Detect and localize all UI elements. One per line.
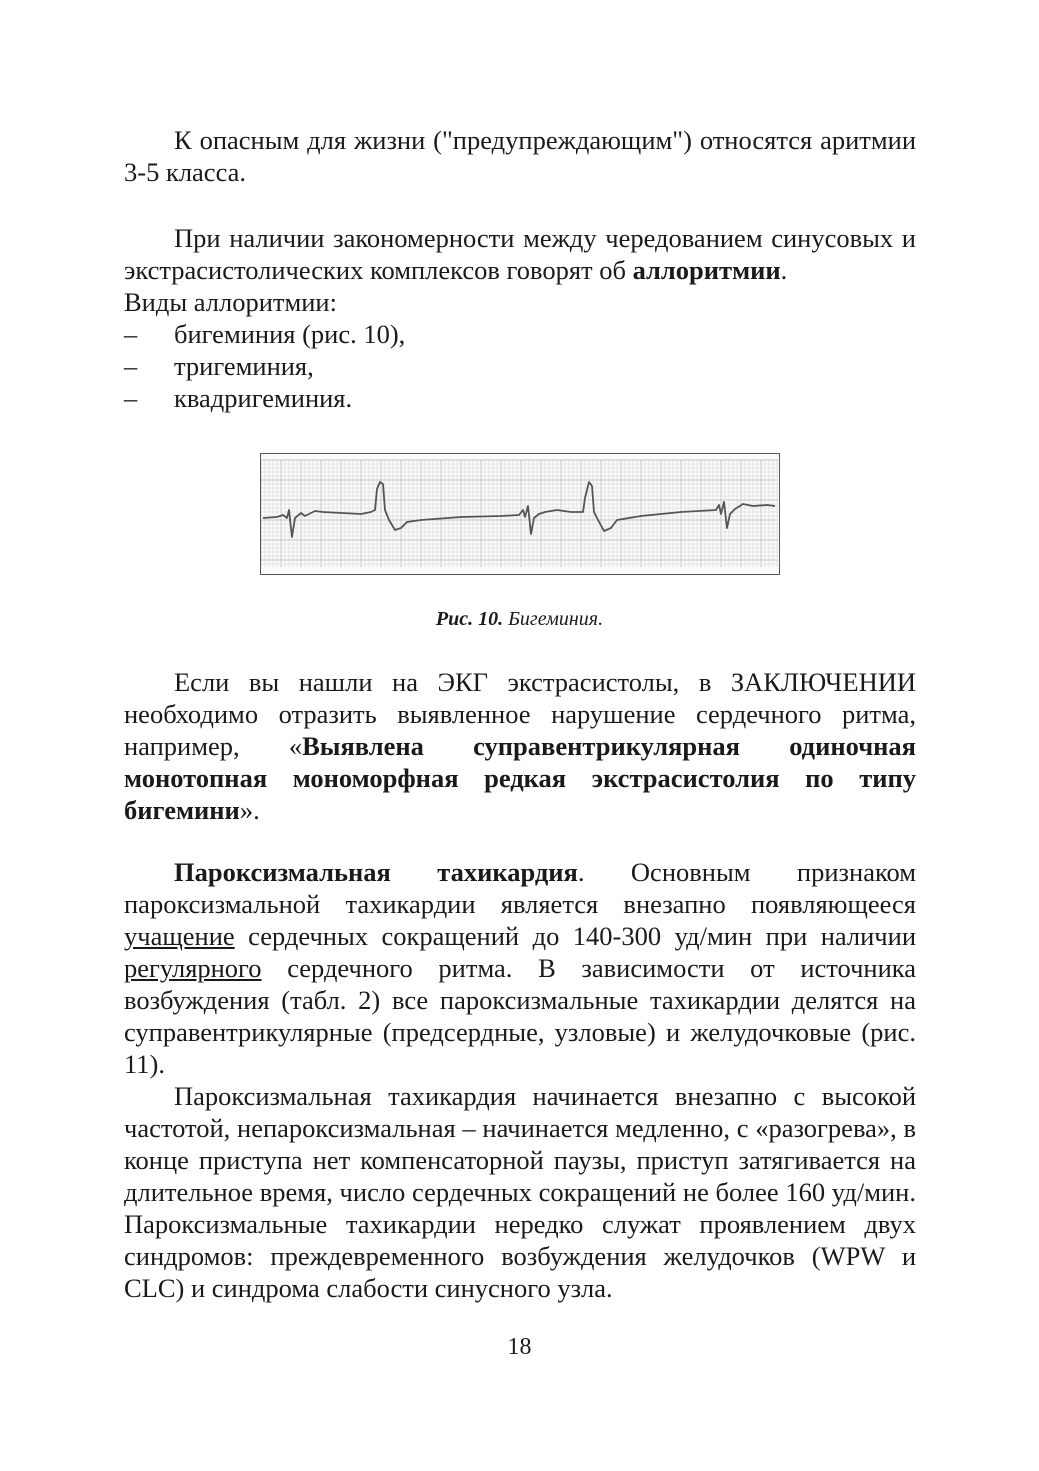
term-allorhythmia: аллоритмии (632, 255, 781, 285)
list-item: – тригеминия, (124, 351, 314, 381)
ecg-strip (261, 454, 778, 573)
conclusion-example: Выявлена суправентрикулярная одиночная монотопная мономорфная редкая экстрасистолия по типу бигемини (124, 731, 916, 825)
ecg-figure (260, 453, 780, 575)
list-item: – квадригеминия. (124, 383, 353, 413)
paragraph-2-line2: Виды аллоритмии: (124, 287, 337, 317)
paragraph-5: Пароксизмальная тахикардия начинается внезапно с высокой частотой, непароксизмальная – начинается медленно, с «разогрева», в конце приступа нет компенсаторной паузы, приступ затягивается на длительное время, число сердечных сокращений не более 160 уд/мин. Пароксизмальные тахикардии нередко служат проявлением двух синдромов: преждевременного возбуждения желудочков (WPW и CLC) и синдрома слабости синусного узла. (124, 1081, 916, 1303)
page-content-lower (124, 666, 916, 1304)
paragraph-2: При наличии закономерности между чередованием синусовых и экстрасистолических комплексов говорят об аллоритмии. (124, 223, 916, 285)
allorhythmia-list (124, 318, 916, 414)
figure-caption: Рис. 10. Бигеминия. (435, 608, 604, 630)
term-paroxysmal-tachycardia: Пароксизмальная тахикардия (174, 857, 578, 887)
paragraph-3: Если вы нашли на ЭКГ экстрасистолы, в ЗАКЛЮЧЕНИИ необходимо отразить выявленное нарушение сердечного ритма, например, «Выявлена суправентрикулярная одиночная монотопная мономорфная редкая экстрасистолия по типу бигемини». (124, 667, 916, 825)
ecg-trace (263, 482, 775, 537)
paragraph-4: Пароксизмальная тахикардия. Основным признаком пароксизмальной тахикардии является внезапно появляющееся учащение сердечных сокращений до 140-300 уд/мин при наличии регулярного сердечного ритма. В зависимости от источника возбуждения (табл. 2) все пароксизмальные тахикардии делятся на суправентрикулярные (предсердные, узловые) и желудочковые (рис. 11). (124, 857, 916, 1079)
page-content (124, 124, 916, 414)
page-number: 18 (507, 1334, 532, 1360)
list-item: – бигеминия (рис. 10), (124, 319, 406, 349)
paragraph-1: К опасным для жизни ("предупреждающим") относятся аритмии 3-5 класса. (124, 125, 916, 187)
